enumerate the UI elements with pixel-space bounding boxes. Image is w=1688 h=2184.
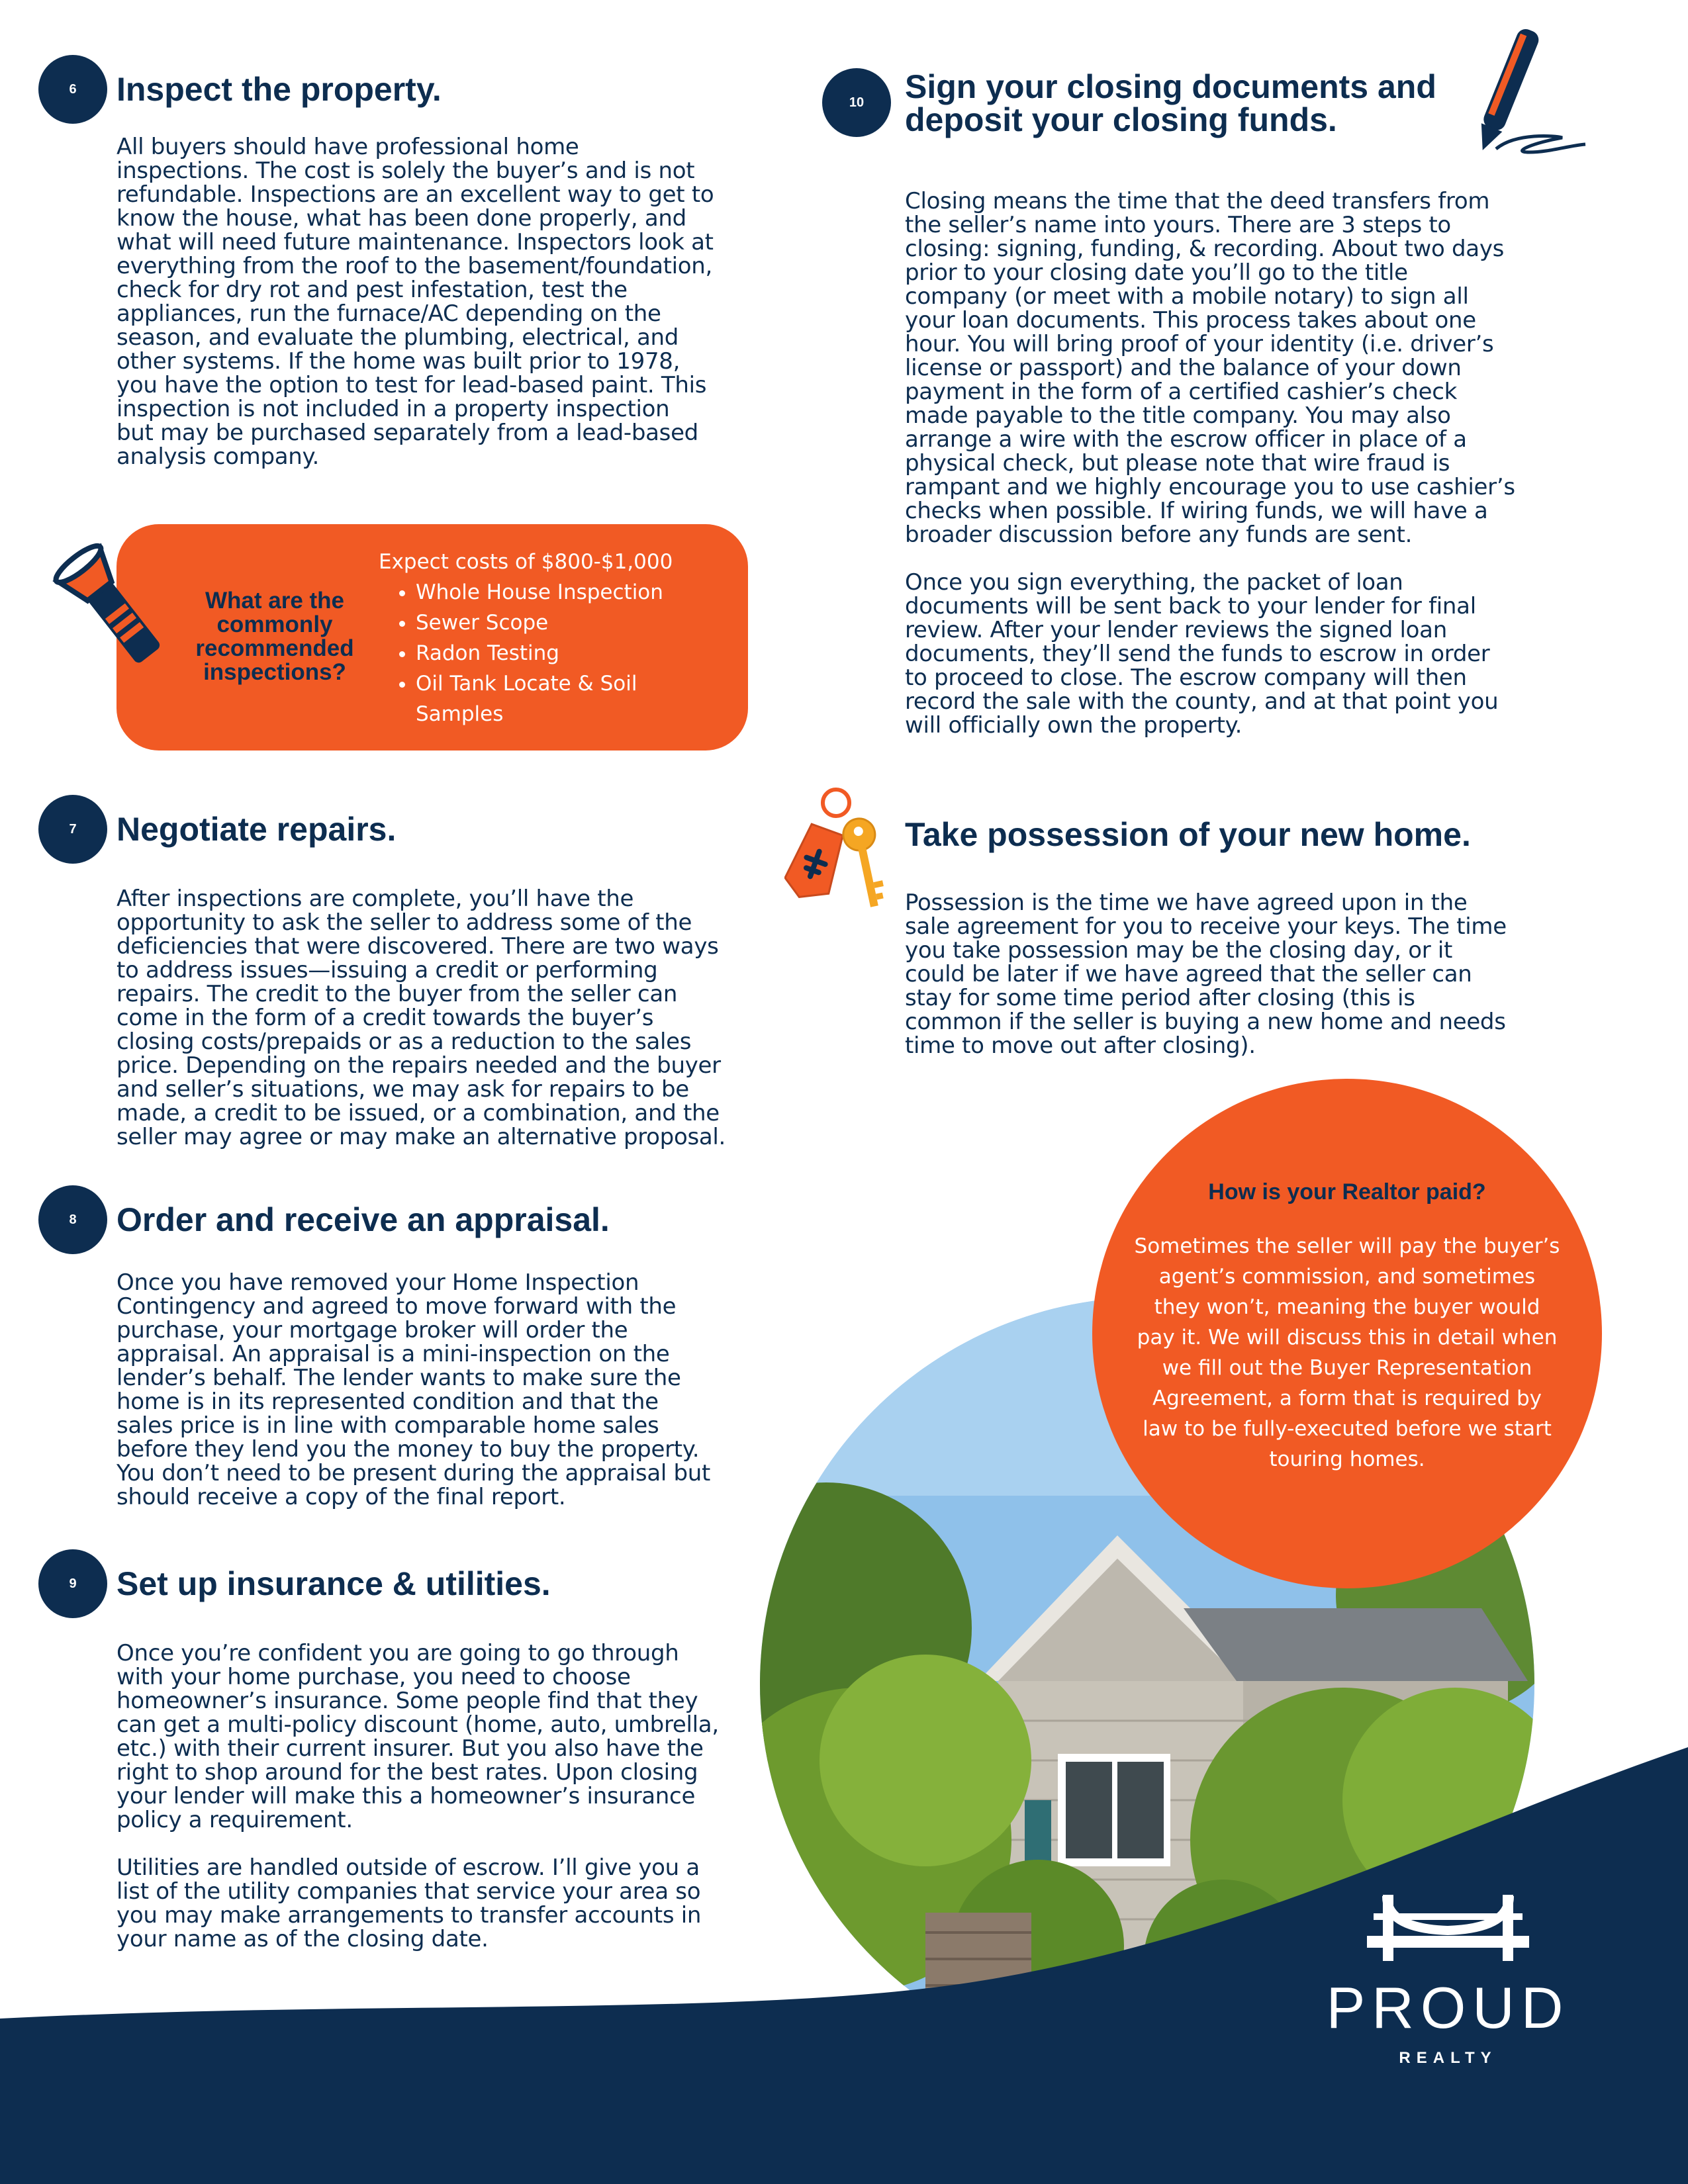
- text-line: made, a credit to be issued, or a combination, and the: [117, 1100, 720, 1126]
- text-line: purchase, your mortgage broker will order the: [117, 1317, 628, 1343]
- text-line: common if the seller is buying a new home and needs: [905, 1009, 1506, 1035]
- list-item: • Sewer Scope: [416, 608, 723, 638]
- text-line: documents will be sent back to your lender for final: [905, 593, 1476, 619]
- text-line: company (or meet with a mobile notary) to sign all: [905, 283, 1469, 310]
- text-line: and seller’s situations, we may ask for repairs to be: [117, 1076, 689, 1103]
- text-line: the seller’s name into yours. There are 3 steps to: [905, 212, 1451, 238]
- text-line: broader discussion before any funds are sent.: [905, 522, 1413, 548]
- text-line: you may make arrangements to transfer accounts in: [117, 1902, 702, 1929]
- text-line: opportunity to ask the seller to address some of the: [117, 909, 692, 936]
- text-line: closing: signing, funding, & recording. About two days: [905, 236, 1505, 262]
- step-6-body: [117, 135, 745, 469]
- question-line: commonly: [216, 612, 333, 637]
- flashlight-icon: [46, 539, 179, 678]
- list-item: • Radon Testing: [416, 638, 723, 668]
- text-line: repairs. The credit to the buyer from the seller can: [117, 981, 678, 1007]
- realtor-paid-body: [1125, 1231, 1569, 1475]
- step-10-body: [905, 189, 1567, 737]
- text-line: appraisal. An appraisal is a mini-inspection on the: [117, 1341, 670, 1367]
- title-line: Sign your closing documents and: [905, 68, 1436, 105]
- text-line: what will need future maintenance. Inspectors look at: [117, 229, 714, 255]
- text-line: before they lend you the money to buy the property.: [117, 1436, 700, 1463]
- text-line: checks when possible. If wiring funds, we will have a: [905, 498, 1488, 524]
- text-line: list of the utility companies that service your area so: [117, 1878, 701, 1905]
- text-line: everything from the roof to the basement/foundation,: [117, 253, 713, 279]
- step-number: 8: [69, 1212, 77, 1227]
- text-line: to proceed to close. The escrow company will then: [905, 664, 1467, 691]
- text-line: prior to your closing date you’ll go to the title: [905, 259, 1408, 286]
- text-line: arrange a wire with the escrow officer in place of a: [905, 426, 1467, 453]
- text-line: but may be purchased separately from a lead-based: [117, 420, 698, 446]
- text-line: sale agreement for you to receive your keys. The time: [905, 913, 1507, 940]
- question-line: recommended: [195, 635, 354, 661]
- text-line: time to move out after closing).: [905, 1032, 1256, 1059]
- text-line: inspection is not included in a property inspection: [117, 396, 670, 422]
- text-line: review. After your lender reviews the signed loan: [905, 617, 1447, 643]
- brand-subtitle: REALTY: [1399, 2049, 1497, 2067]
- brand-name: PROUD: [1326, 1975, 1570, 2040]
- step-number: 10: [849, 95, 865, 110]
- text-line: seller may agree or may make an alternative proposal.: [117, 1124, 726, 1150]
- text-line: etc.) with their current insurer. But you also have the: [117, 1735, 704, 1762]
- text-line: You don’t need to be present during the appraisal but: [117, 1460, 711, 1486]
- text-line: agent’s commission, and sometimes: [1158, 1265, 1536, 1289]
- text-line: law to be fully-executed before we start: [1143, 1417, 1552, 1441]
- title-line: deposit your closing funds.: [905, 101, 1337, 138]
- step-7-body: [117, 887, 745, 1149]
- text-line: could be later if we have agreed that the seller can: [905, 961, 1472, 987]
- text-line: should receive a copy of the final report.: [117, 1484, 566, 1510]
- text-line: payment in the form of a certified cashier’s check: [905, 379, 1458, 405]
- text-line: sales price is in line with comparable home sales: [117, 1412, 659, 1439]
- text-line: appliances, run the furnace/AC depending on the: [117, 300, 661, 327]
- text-line: Contingency and agreed to move forward with the: [117, 1293, 677, 1320]
- text-line: other systems. If the home was built prior to 1978,: [117, 348, 680, 375]
- text-line: Once you have removed your Home Inspection: [117, 1269, 639, 1296]
- text-line: inspections. The cost is solely the buyer’s and is not: [117, 158, 695, 184]
- text-line: they won’t, meaning the buyer would: [1154, 1295, 1540, 1319]
- step-6-badge: [38, 55, 107, 124]
- list-item: • Oil Tank Locate & Soil Samples: [416, 668, 723, 729]
- text-line: Agreement, a form that is required by: [1152, 1387, 1542, 1410]
- text-line: will officially own the property.: [905, 712, 1243, 739]
- text-line: your lender will make this a homeowner’s insurance: [117, 1783, 696, 1809]
- text-line: know the house, what has been done properly, and: [117, 205, 686, 232]
- pen-icon: [1456, 20, 1589, 165]
- text-line: rampant and we highly encourage you to use cashier’s: [905, 474, 1515, 500]
- text-line: your loan documents. This process takes about one: [905, 307, 1476, 334]
- step-11-body: [905, 891, 1567, 1058]
- text-line: record the sale with the county, and at that point you: [905, 688, 1499, 715]
- footer-wave: [0, 1741, 1688, 2184]
- step-8-title: Order and receive an appraisal.: [117, 1201, 610, 1238]
- text-line: made payable to the title company. You may also: [905, 402, 1451, 429]
- step-11-title: Take possession of your new home.: [905, 816, 1471, 853]
- text-line: documents, they’ll send the funds to escrow in order: [905, 641, 1490, 667]
- text-line: closing costs/prepaids or as a reduction to the sales: [117, 1028, 692, 1055]
- step-8-body: [117, 1271, 745, 1509]
- text-line: lender’s behalf. The lender wants to make sure the: [117, 1365, 681, 1391]
- text-line: we fill out the Buyer Representation: [1162, 1356, 1532, 1380]
- callout-question: [179, 589, 371, 684]
- step-number: 9: [69, 1576, 77, 1591]
- text-line: Closing means the time that the deed transfers from: [905, 188, 1490, 214]
- text-line: After inspections are complete, you’ll have the: [117, 886, 634, 912]
- text-line: homeowner’s insurance. Some people find that they: [117, 1688, 698, 1714]
- text-line: policy a requirement.: [117, 1807, 353, 1833]
- text-line: come in the form of a credit towards the buyer’s: [117, 1005, 654, 1031]
- text-line: to address issues—issuing a credit or performing: [117, 957, 658, 983]
- step-number: 6: [69, 81, 77, 97]
- text-line: deficiencies that were discovered. There are two ways: [117, 933, 719, 960]
- step-9-badge: [38, 1549, 107, 1618]
- text-line: license or passport) and the balance of your down: [905, 355, 1462, 381]
- text-line: your name as of the closing date.: [117, 1926, 489, 1952]
- keys-icon: [784, 784, 890, 917]
- text-line: you have the option to test for lead-based paint. This: [117, 372, 707, 398]
- text-line: you take possession may be the closing day, or it: [905, 937, 1453, 964]
- question-line: inspections?: [203, 659, 346, 685]
- step-7-badge: [38, 795, 107, 864]
- text-line: right to shop around for the best rates. Upon closing: [117, 1759, 698, 1786]
- question-line: What are the: [205, 588, 345, 614]
- text-line: Once you’re confident you are going to go through: [117, 1640, 679, 1666]
- text-line: Once you sign everything, the packet of loan: [905, 569, 1403, 596]
- text-line: with your home purchase, you need to choose: [117, 1664, 631, 1690]
- text-line: refundable. Inspections are an excellent way to get to: [117, 181, 714, 208]
- step-9-title: Set up insurance & utilities.: [117, 1565, 551, 1602]
- text-line: physical check, but please note that wire fraud is: [905, 450, 1450, 477]
- text-line: Possession is the time we have agreed upon in the: [905, 889, 1468, 916]
- text-line: pay it. We will discuss this in detail when: [1137, 1326, 1558, 1349]
- step-7-title: Negotiate repairs.: [117, 811, 397, 848]
- step-10-badge: [822, 68, 891, 137]
- step-8-badge: [38, 1185, 107, 1254]
- text-line: price. Depending on the repairs needed and the buyer: [117, 1052, 721, 1079]
- text-line: analysis company.: [117, 443, 320, 470]
- realtor-paid-title: How is your Realtor paid?: [1208, 1179, 1486, 1205]
- text-line: stay for some time period after closing (this is: [905, 985, 1415, 1011]
- text-line: check for dry rot and pest infestation, test the: [117, 277, 628, 303]
- cost-expectation: Expect costs of $800-$1,000: [379, 550, 673, 574]
- step-number: 7: [69, 821, 77, 837]
- text-line: can get a multi-policy discount (home, auto, umbrella,: [117, 1711, 719, 1738]
- inspection-list: [379, 547, 723, 729]
- text-line: touring homes.: [1269, 1447, 1425, 1471]
- step-6-title: Inspect the property.: [117, 71, 442, 108]
- text-line: hour. You will bring proof of your identity (i.e. driver’s: [905, 331, 1494, 357]
- step-10-title: [905, 70, 1436, 136]
- list-item: • Whole House Inspection: [416, 577, 723, 608]
- text-line: home is in its represented condition and that the: [117, 1388, 659, 1415]
- text-line: Utilities are handled outside of escrow. I’ll give you a: [117, 1854, 700, 1881]
- text-line: All buyers should have professional home: [117, 134, 579, 160]
- bridge-logo-icon: [1360, 1889, 1536, 1962]
- text-line: Sometimes the seller will pay the buyer’s: [1134, 1234, 1560, 1258]
- text-line: season, and evaluate the plumbing, electrical, and: [117, 324, 679, 351]
